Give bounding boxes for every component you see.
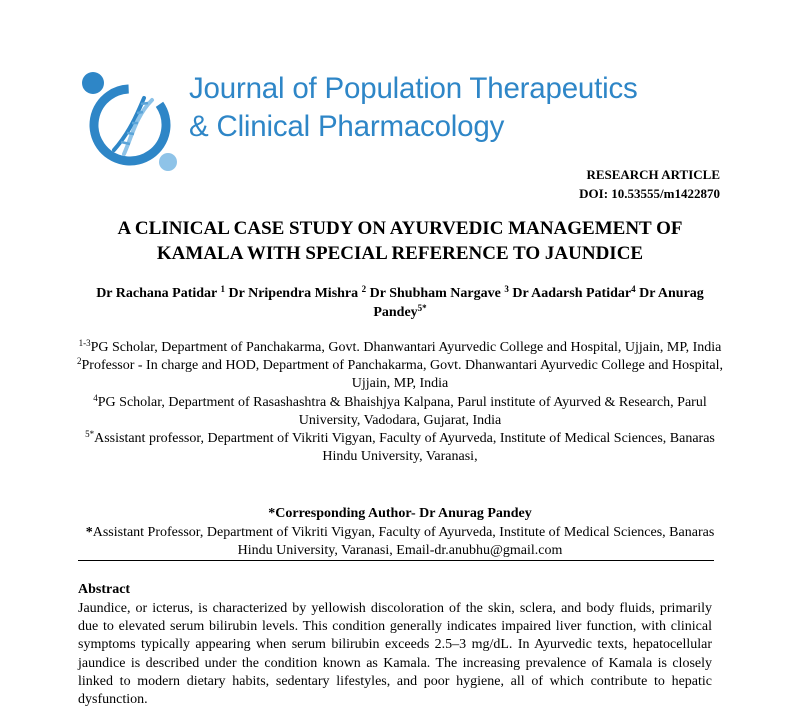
affiliation-superscript: 4 [93, 392, 98, 403]
author-name: Dr Anurag Pandey [373, 286, 704, 320]
article-meta [579, 165, 720, 203]
corresponding-author-affiliation [70, 524, 730, 560]
abstract-body: Jaundice, or icterus, is characterized by yellowish discoloration of the skin, sclera, and body fluids, primarily due to elevated serum bilirubin levels. This condition generally indicates impaired liver function, with clinical symptoms typically appearing when serum bilirubin exceeds 2.5–3 mg/dL. In Ayurvedic texts, hepatocellular jaundice is described under the condition known as Kamala. The increasing prevalence of Kamala is closely linked to modern dietary habits, sedentary lifestyles, and poor hygiene, all of which contribute to hepatic dysfunction. [78, 601, 712, 708]
article-type: RESEARCH ARTICLE [586, 167, 720, 182]
journal-title-line-2: & Clinical Pharmacology [189, 110, 505, 143]
affiliation [70, 430, 730, 466]
affiliation [70, 357, 730, 393]
paper-title-line-2: KAMALA WITH SPECIAL REFERENCE TO JAUNDICE [156, 243, 644, 264]
affiliation-superscript: 2 [77, 356, 82, 367]
dna-helix-icon [114, 98, 152, 154]
affiliation-superscript: 5* [85, 429, 95, 440]
author-name: Dr Rachana Patidar [96, 286, 221, 301]
author-list [70, 284, 730, 322]
author-superscript: 3 [504, 284, 509, 294]
journal-title-line-1: Journal of Population Therapeutics [189, 72, 638, 105]
author-name: Dr Nripendra Mishra [225, 286, 362, 301]
logo-dot-bottom [159, 153, 177, 171]
author-name: Dr Shubham Nargave [366, 286, 505, 301]
author-superscript: 4 [631, 284, 636, 294]
affiliations [70, 339, 730, 466]
affiliation [70, 394, 730, 430]
author-superscript: 2 [361, 284, 367, 294]
corresponding-star: * [85, 525, 93, 540]
affiliation-superscript: 1-3 [78, 338, 91, 348]
abstract-heading: Abstract [78, 582, 131, 597]
affiliation-text: PG Scholar, Department of Rasashashtra & Bhaishjya Kalpana, Parul institute of Ayurved & Research, Parul University, Vadodara, Gujarat, India [97, 394, 707, 428]
logo-dot-top [82, 72, 104, 94]
affiliation-text: PG Scholar, Department of Panchakarma, Govt. Dhanwantari Ayurvedic College and Hospital, Ujjain, MP, India [90, 340, 722, 355]
affiliation-text: Assistant professor, Department of Vikriti Vigyan, Faculty of Ayurveda, Institute of Medical Sciences, Banaras Hindu University, Varanasi, [94, 431, 715, 465]
affiliation-text: Professor - In charge and HOD, Department of Panchakarma, Govt. Dhanwantari Ayurvedic College and Hospital, Ujjain, MP, India [81, 358, 723, 392]
section-divider [78, 560, 714, 561]
author-name: Dr Aadarsh Patidar [508, 286, 632, 301]
journal-logo [78, 68, 180, 174]
journal-title [189, 70, 638, 146]
corresponding-affiliation-text: Assistant Professor, Department of Vikriti Vigyan, Faculty of Ayurveda, Institute of Medical Sciences, Banaras Hindu University, Varanasi, Email-dr.anubhu@gmail.com [92, 525, 715, 559]
author-superscript: 1 [220, 284, 226, 294]
affiliation [70, 339, 730, 357]
author-superscript: 5* [417, 303, 427, 313]
article-doi: DOI: 10.53555/m1422870 [579, 186, 720, 201]
paper-title [60, 216, 740, 266]
corresponding-author-heading: *Corresponding Author- Dr Anurag Pandey [268, 506, 532, 521]
paper-title-line-1: A CLINICAL CASE STUDY ON AYURVEDIC MANAGEMENT OF [117, 218, 683, 239]
